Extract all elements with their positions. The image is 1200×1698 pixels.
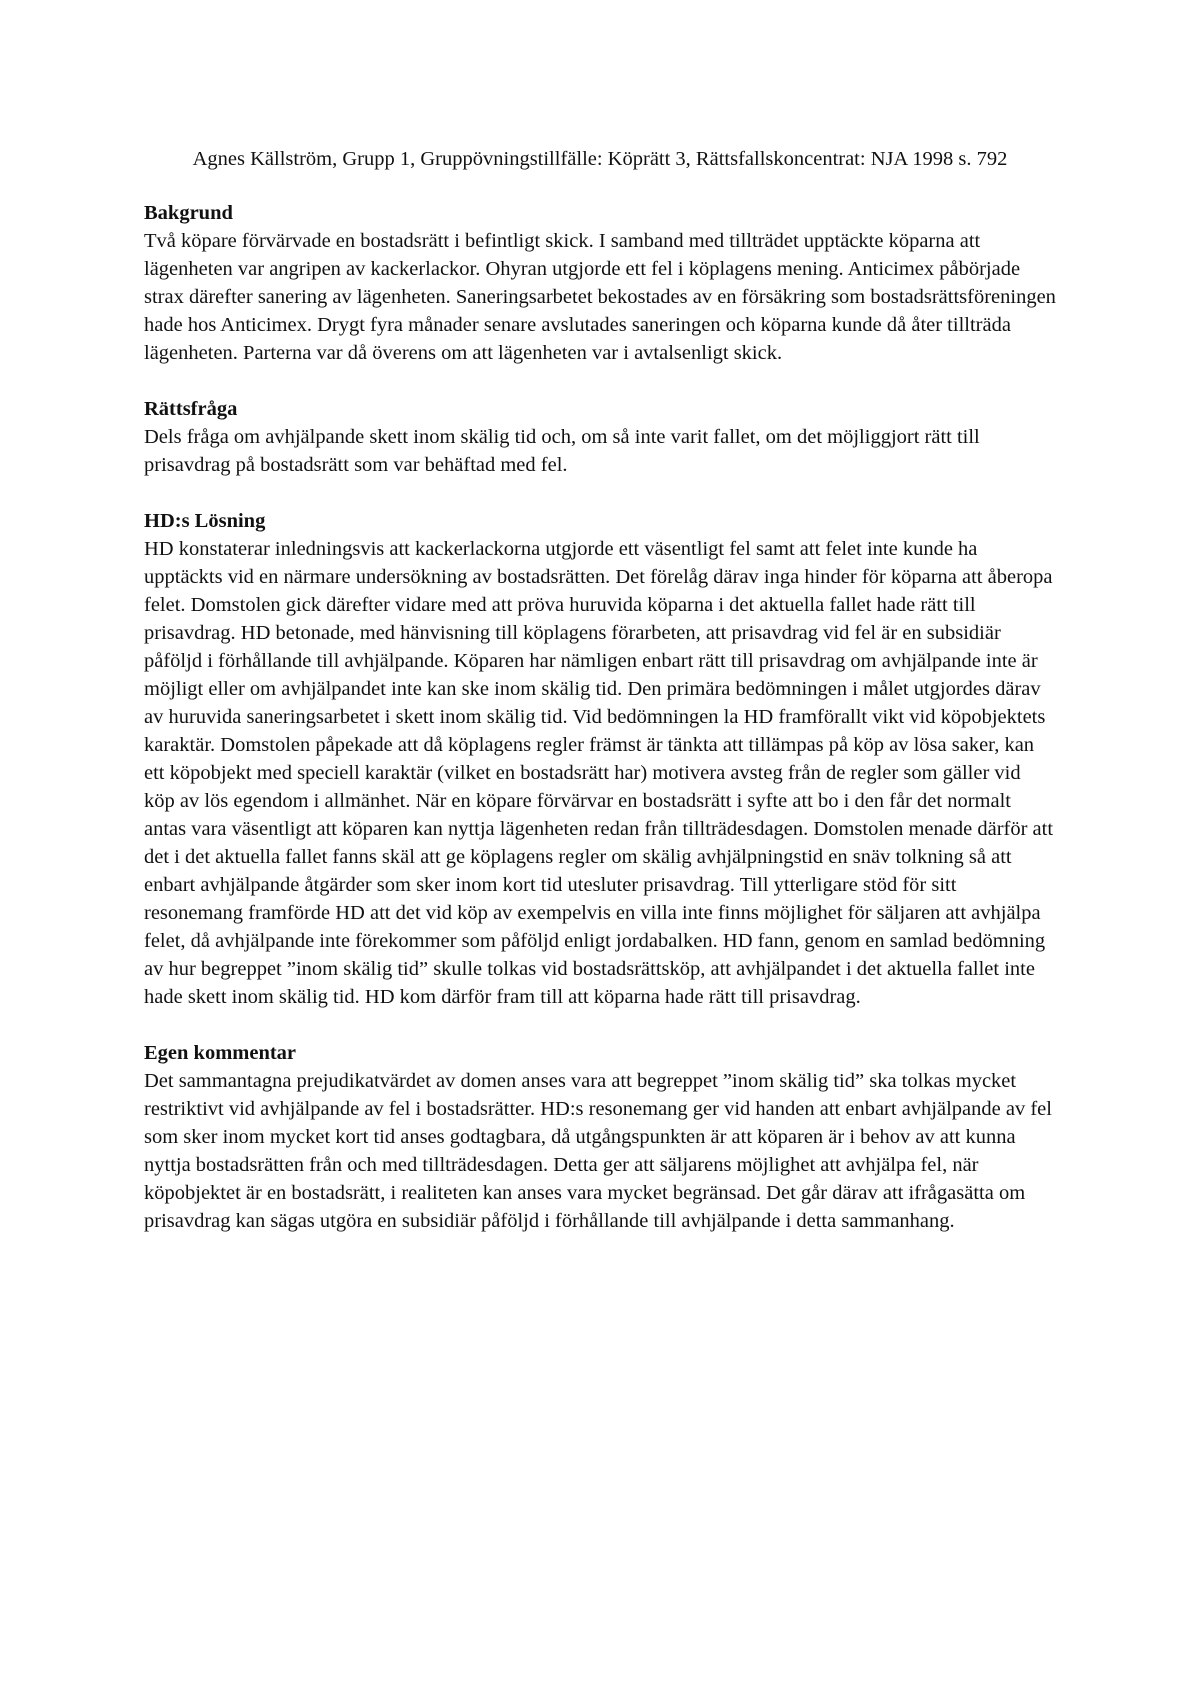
section-heading: Bakgrund: [144, 202, 233, 224]
section-heading: Egen kommentar: [144, 1042, 297, 1064]
document-title: Agnes Källström, Grupp 1, Gruppövningstillfälle: Köprätt 3, Rättsfallskoncentrat: NJA 1998 s. 792: [192, 148, 1008, 170]
section-heading: Rättsfråga: [144, 398, 238, 420]
section-hds-losning: [144, 507, 1056, 1011]
section-egen-kommentar: [144, 1039, 1056, 1235]
section-body: Det sammantagna prejudikatvärdet av domen anses vara att begreppet ”inom skälig tid” ska tolkas mycket restriktivt vid avhjälpande av fel i bostadsrätter. HD:s resonemang ger vid handen att enbart avhjälpande av fel som sker inom mycket kort tid anses godtagbara, då utgångspunkten är att köparen är i behov av att kunna nyttja bostadsrätten från och med tillträdesdagen. Detta ger att säljarens möjlighet att avhjälpa fel, när köpobjektet är en bostadsrätt, i realiteten kan anses vara mycket begränsad. Det går därav att ifrågasätta om prisavdrag kan sägas utgöra en subsidiär påföljd i förhållande till avhjälpande i detta sammanhang.: [144, 1070, 1052, 1232]
section-rattsfraga: [144, 395, 1056, 479]
section-body: Två köpare förvärvade en bostadsrätt i befintligt skick. I samband med tillträdet upptäckte köparna att lägenheten var angripen av kackerlackor. Ohyran utgjorde ett fel i köplagens mening. Anticimex påbörjade strax därefter sanering av lägenheten. Saneringsarbetet bekostades av en försäkring som bostadsrättsföreningen hade hos Anticimex. Drygt fyra månader senare avslutades saneringen och köparna kunde då åter tillträda lägenheten. Parterna var då överens om att lägenheten var i avtalsenligt skick.: [144, 230, 1056, 364]
section-body: HD konstaterar inledningsvis att kackerlackorna utgjorde ett väsentligt fel samt att felet inte kunde ha upptäckts vid en närmare undersökning av bostadsrätten. Det förelåg därav inga hinder för köparna att åberopa felet. Domstolen gick därefter vidare med att pröva huruvida köparna i det aktuella fallet hade rätt till prisavdrag. HD betonade, med hänvisning till köplagens förarbeten, att prisavdrag vid fel är en subsidiär påföljd i förhållande till avhjälpande. Köparen har nämligen enbart rätt till prisavdrag om avhjälpande inte är möjligt eller om avhjälpandet inte kan ske inom skälig tid. Den primära bedömningen i målet utgjordes därav av huruvida saneringsarbetet i skett inom skälig tid. Vid bedömningen la HD framförallt vikt vid köpobjektets karaktär. Domstolen påpekade att då köplagens regler främst är tänkta att tillämpas på köp av lösa saker, kan ett köpobjekt med speciell karaktär (vilket en bostadsrätt har) motivera avsteg från de regler som gäller vid köp av lös egendom i allmänhet. När en köpare förvärvar en bostadsrätt i syfte att bo i den får det normalt antas vara väsentligt att köparen kan nyttja lägenheten redan från tillträdesdagen. Domstolen menade därför att det i det aktuella fallet fanns skäl att ge köplagens regler om skälig avhjälpningstid en snäv tolkning så att enbart avhjälpande åtgärder som sker inom kort tid utesluter prisavdrag. Till ytterligare stöd för sitt resonemang framförde HD att det vid köp av exempelvis en villa inte finns möjlighet för säljaren att avhjälpa felet, då avhjälpande inte förekommer som påföljd enligt jordabalken. HD fann, genom en samlad bedömning av hur begreppet ”inom skälig tid” skulle tolkas vid bostadsrättsköp, att avhjälpandet i det aktuella fallet inte hade skett inom skälig tid. HD kom därför fram till att köparna hade rätt till prisavdrag.: [144, 538, 1054, 1008]
document-content: [144, 145, 1056, 1263]
section-bakgrund: [144, 199, 1056, 367]
section-heading: HD:s Lösning: [144, 510, 266, 532]
section-body: Dels fråga om avhjälpande skett inom skälig tid och, om så inte varit fallet, om det möjliggjort rätt till prisavdrag på bostadsrätt som var behäftad med fel.: [144, 426, 980, 476]
